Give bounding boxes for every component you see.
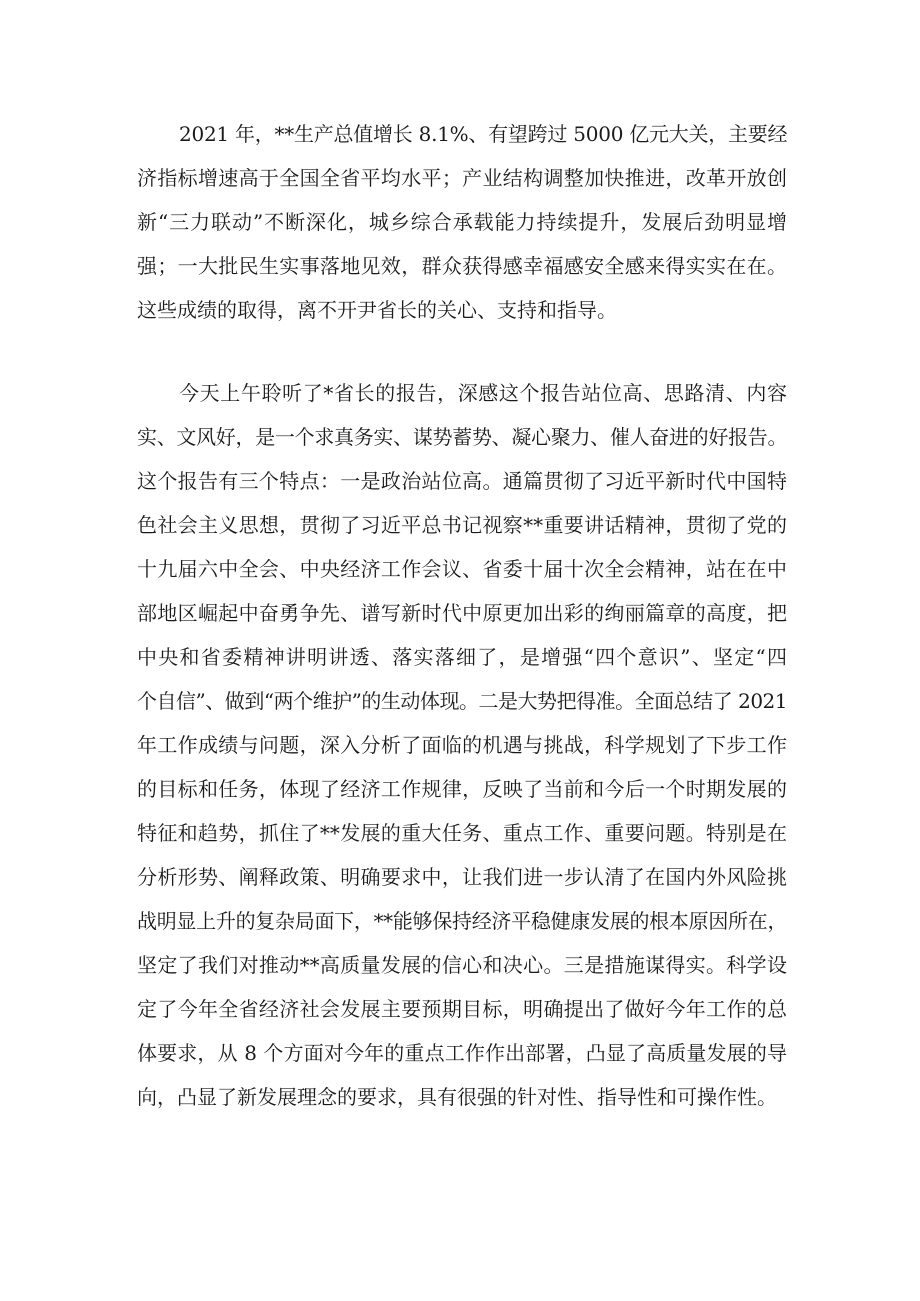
text-line: 的目标和任务，体现了经济工作规律，反映了当前和今后一个时期发展的 <box>137 777 787 801</box>
paragraph-achievements <box>137 112 787 332</box>
text-line: 坚定了我们对推动**高质量发展的信心和决心。三是措施谋得实。科学设 <box>137 953 787 977</box>
text-line: 2021 年，**生产总值增长 8.1%、有望跨过 5000 亿元大关，主要经 <box>179 122 788 146</box>
paragraph-report-review <box>137 371 787 1119</box>
text-line: 年工作成绩与问题，深入分析了面临的机遇与挑战，科学规划了下步工作 <box>137 733 787 757</box>
text-line: 实、文风好，是一个求真务实、谋势蓄势、凝心聚力、催人奋进的好报告。 <box>137 425 787 449</box>
text-line: 中央和省委精神讲明讲透、落实落细了，是增强“四个意识”、坚定“四 <box>137 645 787 669</box>
text-line: 个自信”、做到“两个维护”的生动体现。二是大势把得准。全面总结了 2021 <box>137 689 787 713</box>
text-line: 新“三力联动”不断深化，城乡综合承载能力持续提升，发展后劲明显增 <box>137 210 787 234</box>
text-line: 战明显上升的复杂局面下，**能够保持经济平稳健康发展的根本原因所在， <box>137 909 787 933</box>
text-line: 色社会主义思想，贯彻了习近平总书记视察**重要讲话精神，贯彻了党的 <box>137 513 787 537</box>
text-line: 定了今年全省经济社会发展主要预期目标，明确提出了做好今年工作的总 <box>137 997 787 1021</box>
text-line: 特征和趋势，抓住了**发展的重大任务、重点工作、重要问题。特别是在 <box>137 821 787 845</box>
text-line: 强；一大批民生实事落地见效，群众获得感幸福感安全感来得实实在在。 <box>137 254 787 278</box>
text-line: 向，凸显了新发展理念的要求，具有很强的针对性、指导性和可操作性。 <box>137 1085 777 1109</box>
text-line: 十九届六中全会、中央经济工作会议、省委十届十次全会精神，站在在中 <box>137 557 787 581</box>
text-line: 部地区崛起中奋勇争先、谱写新时代中原更加出彩的绚丽篇章的高度，把 <box>137 601 787 625</box>
text-line: 分析形势、阐释政策、明确要求中，让我们进一步认清了在国内外风险挑 <box>137 865 787 889</box>
text-line: 体要求，从 8 个方面对今年的重点工作作出部署，凸显了高质量发展的导 <box>137 1041 787 1065</box>
text-line: 这个报告有三个特点：一是政治站位高。通篇贯彻了习近平新时代中国特 <box>137 469 787 493</box>
text-line: 今天上午聆听了*省长的报告，深感这个报告站位高、思路清、内容 <box>179 381 787 405</box>
text-line: 济指标增速高于全国全省平均水平；产业结构调整加快推进，改革开放创 <box>137 166 787 190</box>
text-line: 这些成绩的取得，离不开尹省长的关心、支持和指导。 <box>137 298 617 322</box>
